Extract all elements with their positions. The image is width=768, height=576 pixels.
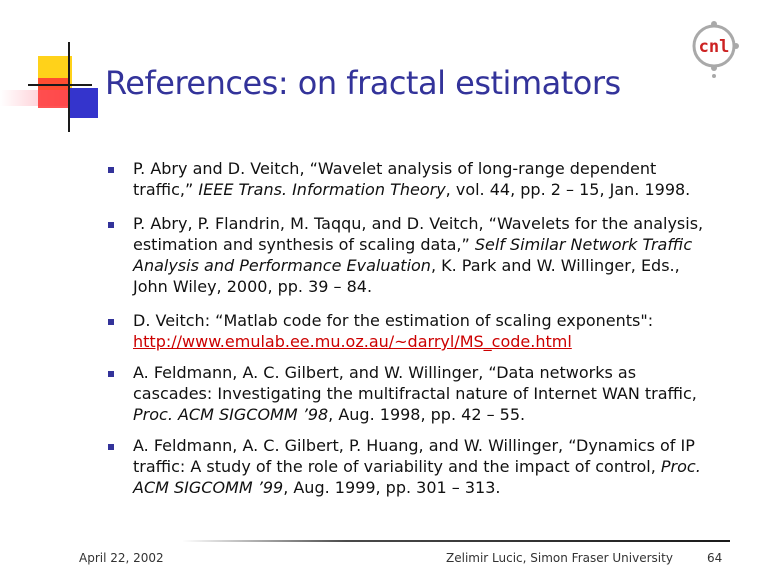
reference-item [96,158,716,200]
footer-divider [182,540,730,542]
cnl-logo-icon [688,20,742,82]
bullet-icon [108,444,114,450]
reference-details: , Aug. 1998, pp. 42 – 55. [328,405,526,424]
reference-source: IEEE Trans. Information Theory [198,180,446,199]
reference-list [96,158,716,498]
logo-text: cnl [698,37,730,57]
reference-source: Proc. ACM SIGCOMM ’99 [133,457,701,497]
reference-item [96,362,716,425]
reference-text: P. Abry, P. Flandrin, M. Taqqu, and D. Veitch, “Wavelets for the analysis, estimation and synthesis of scaling data,” [133,214,704,254]
reference-details: , vol. 44, pp. 2 – 15, Jan. 1998. [445,180,691,199]
page-number: 64 [707,551,723,565]
reference-text: D. Veitch: “Matlab code for the estimation of scaling exponents": [133,311,654,330]
reference-item [96,310,716,352]
decor-vertical-line [68,42,70,132]
decor-blue-square [68,88,98,118]
reference-text: A. Feldmann, A. C. Gilbert, and W. Willinger, “Data networks as cascades: Investigating the multifractal nature of Internet WAN traffic, [133,363,697,403]
footer-author: Zelimir Lucic, Simon Fraser University [446,551,673,565]
footer-date: April 22, 2002 [79,551,164,565]
decor-horizontal-line [28,84,92,86]
reference-source: Self Similar Network Traffic Analysis and Performance Evaluation [133,235,693,275]
reference-text: A. Feldmann, A. C. Gilbert, P. Huang, and W. Willinger, “Dynamics of IP traffic: A study of the role of variability and the impact of control, [133,436,695,476]
slide-title: References: on fractal estimators [105,64,621,102]
reference-text: P. Abry and D. Veitch, “Wavelet analysis of long-range dependent traffic,” [133,159,657,199]
bullet-icon [108,319,114,325]
bullet-icon [108,371,114,377]
reference-item [96,435,716,498]
reference-details: , Aug. 1999, pp. 301 – 313. [283,478,501,497]
reference-item [96,213,716,297]
bullet-icon [108,222,114,228]
reference-source: Proc. ACM SIGCOMM ’98 [133,405,329,424]
matlab-code-link[interactable]: http://www.emulab.ee.mu.oz.au/~darryl/MS_code.html [133,332,572,351]
reference-details: , K. Park and W. Willinger, Eds., John Wiley, 2000, pp. 39 – 84. [133,256,680,296]
decor-red-square [38,78,68,108]
bullet-icon [108,167,114,173]
